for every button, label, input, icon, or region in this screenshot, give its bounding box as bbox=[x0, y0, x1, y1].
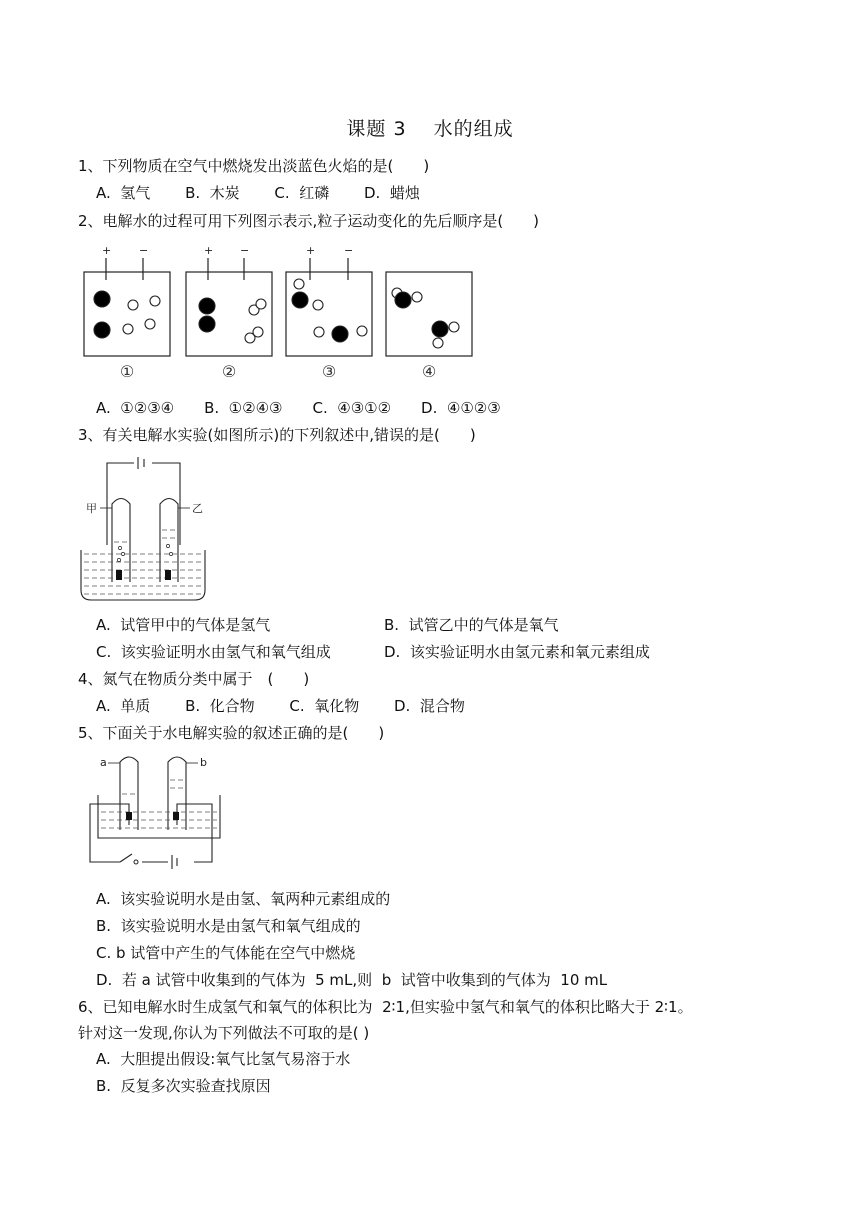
q4-stem: 4、氮气在物质分类中属于 ( ) bbox=[78, 670, 310, 688]
q5-electrolysis-apparatus bbox=[84, 750, 234, 875]
q3-option-d: D. 该实验证明水由氢元素和氧元素组成 bbox=[384, 643, 650, 661]
q2-particle-diagram bbox=[78, 240, 478, 385]
q2-label-2: ② bbox=[221, 362, 237, 381]
q2-plus-2: + bbox=[204, 244, 214, 257]
q2-plus-1: + bbox=[102, 244, 112, 257]
q2-label-3: ③ bbox=[321, 362, 337, 381]
q6-stem-line2: 针对这一发现,你认为下列做法不可取的是( ) bbox=[78, 1024, 370, 1042]
q4-options: A. 单质 B. 化合物 C. 氧化物 D. 混合物 bbox=[96, 697, 465, 715]
q2-stem: 2、电解水的过程可用下列图示表示,粒子运动变化的先后顺序是( ) bbox=[78, 212, 540, 230]
q3-stem: 3、有关电解水实验(如图所示)的下列叙述中,错误的是( ) bbox=[78, 426, 476, 444]
q5-label-a: a bbox=[100, 756, 107, 769]
q2-minus-3: − bbox=[344, 244, 354, 257]
q5-option-b: B. 该实验说明水是由氢气和氧气组成的 bbox=[96, 917, 361, 935]
q3-electrolysis-apparatus bbox=[78, 450, 218, 605]
q3-label-yi: 乙 bbox=[192, 502, 203, 515]
page-title: 课题 3 水的组成 bbox=[346, 118, 514, 140]
q5-option-a: A. 该实验说明水是由氢、氧两种元素组成的 bbox=[96, 890, 391, 908]
q5-label-b: b bbox=[200, 756, 207, 769]
q5-option-d: D. 若 a 试管中收集到的气体为 5 mL,则 b 试管中收集到的气体为 10 mL bbox=[96, 971, 608, 989]
q2-options: A. ①②③④ B. ①②④③ C. ④③①② D. ④①②③ bbox=[96, 399, 501, 417]
q1-options: A. 氢气 B. 木炭 C. 红磷 D. 蜡烛 bbox=[96, 184, 420, 202]
q2-plus-3: + bbox=[306, 244, 316, 257]
q2-minus-2: − bbox=[240, 244, 250, 257]
q2-minus-1: − bbox=[139, 244, 149, 257]
q6-stem-line1: 6、已知电解水时生成氢气和氧气的体积比为 2∶1,但实验中氢气和氧气的体积比略大于 2∶1。 bbox=[78, 998, 693, 1016]
q5-stem: 5、下面关于水电解实验的叙述正确的是( ) bbox=[78, 724, 385, 742]
q6-option-b: B. 反复多次实验查找原因 bbox=[96, 1077, 271, 1095]
q6-option-a: A. 大胆提出假设:氧气比氢气易溶于水 bbox=[96, 1050, 351, 1068]
q3-label-jia: 甲 bbox=[86, 502, 97, 515]
q2-label-1: ① bbox=[119, 362, 135, 381]
q5-option-c: C. b 试管中产生的气体能在空气中燃烧 bbox=[96, 944, 356, 962]
q2-label-4: ④ bbox=[421, 362, 437, 381]
q3-option-c: C. 该实验证明水由氢气和氧气组成 bbox=[96, 643, 331, 661]
q3-option-b: B. 试管乙中的气体是氧气 bbox=[384, 616, 559, 634]
q3-option-a: A. 试管甲中的气体是氢气 bbox=[96, 616, 271, 634]
q1-stem: 1、下列物质在空气中燃烧发出淡蓝色火焰的是( ) bbox=[78, 157, 430, 175]
